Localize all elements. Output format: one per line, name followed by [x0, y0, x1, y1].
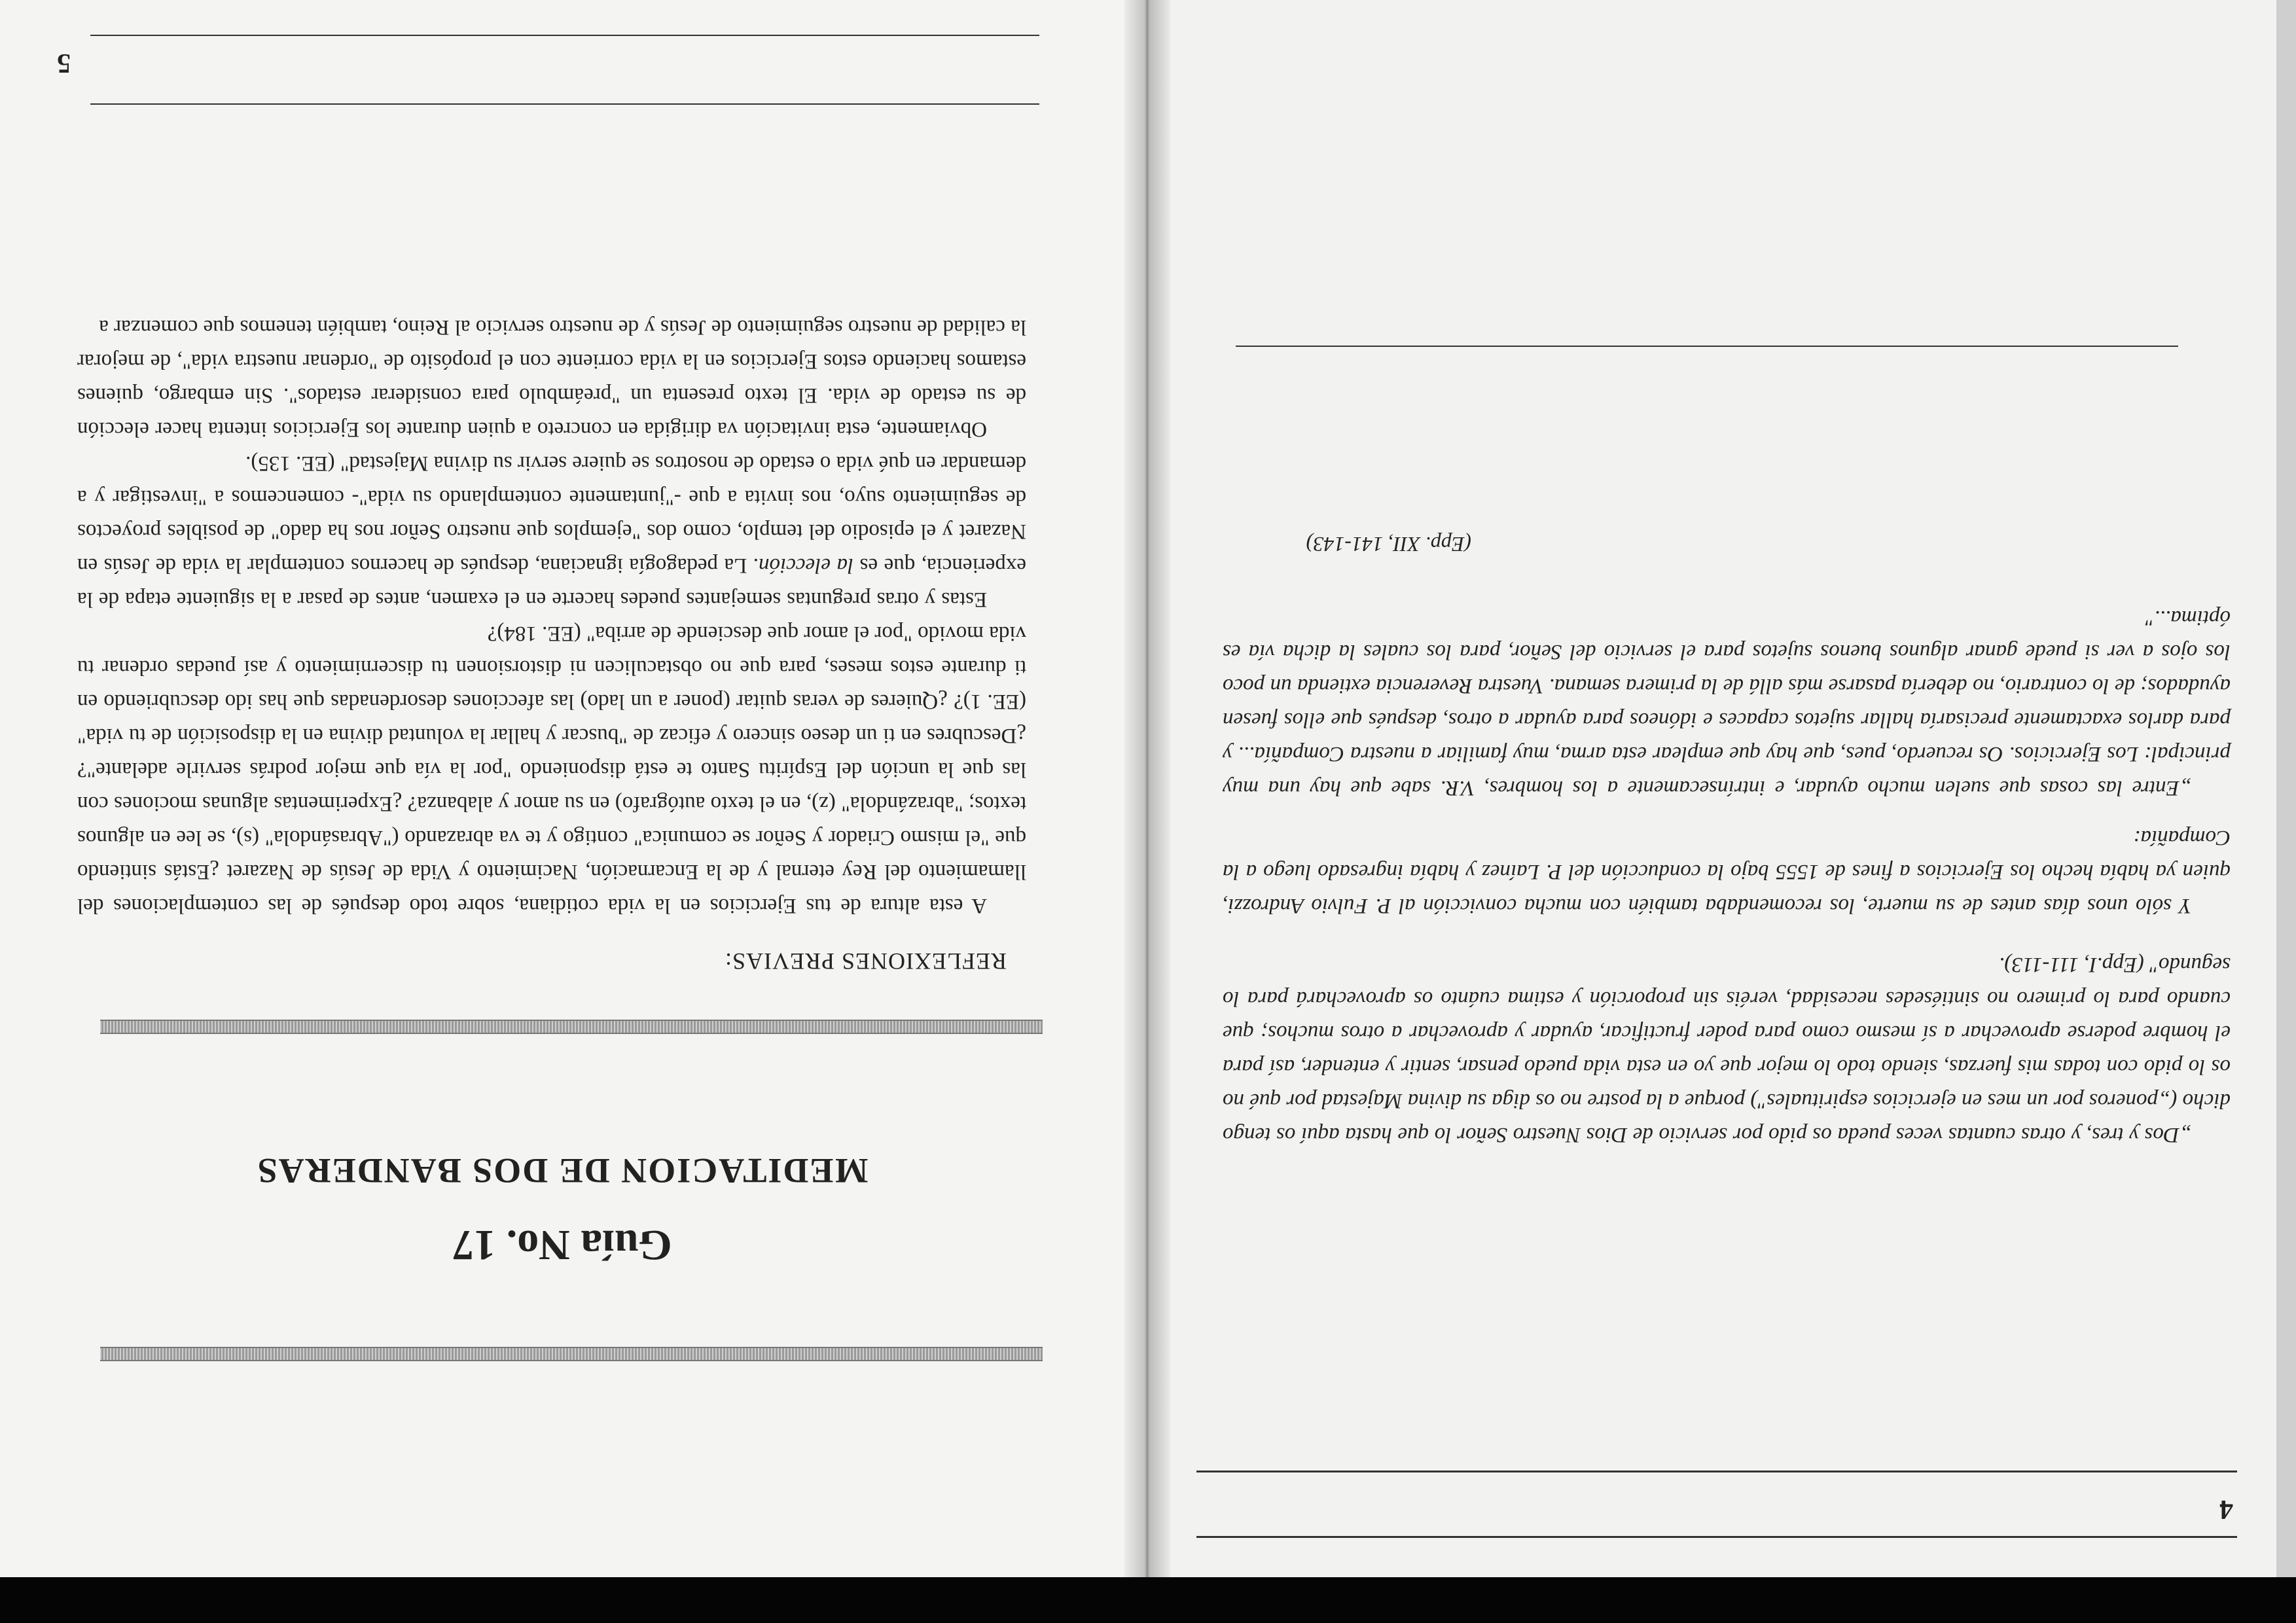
quote-1-text: „Dos y tres, y otras cuantas veces pueda os pido por servicio de Dios Nuestro Señor lo que hasta aquí os tengo dicho („poneros por un mes en ejercicios espirituales") porque a la postre no os diga su divina Majestad por qué no os lo pido con todas mis fuerzas, siendo todo lo mejor que yo en esta vida puedo pensar, sentir y entender, así para el hombre poderse aprovechar a sí mesmo como para poder fructificar, ayudar y aprovechar a otros muchos; que cuando para lo primero no sintiésedes necesidad, veréis sin proporción y estima cuánto os aprovechará para lo segundo" (Epp.I, 111-113). — [1223, 953, 2231, 1147]
scanner-shadow — [0, 1577, 2296, 1623]
intro-text: Y sólo unos días antes de su muerte, los recomendaba también con mucha convicción al P. Fulvio Androzzi, quien ya había hecho los Ejercicios a fines de 1555 bajo la conducción del P. Laínez y había ingresado luego a la Compañía: — [1223, 826, 2231, 918]
paragraph-3: Obviamente, esta invitación va dirigida en concreto a quien durante los Ejercicios intenta hacer elección de su estado de vida. El texto presenta un "preámbulo para considerar estados". Sin embargo, quienes estamos haciendo estos Ejercicios en la vida corriente con el propósito de "ordenar nuestra vida", de mejorar la calidad de nuestro seguimiento de Jesús y de nuestro servicio al Reino, también tenemos que comenzar a — [77, 315, 1026, 441]
header-rule — [1196, 1536, 2237, 1538]
quote-2-text: „Entre las cosas que suelen mucho ayudar, e intrínsecamente a los hombres, V.R. sabe que hay una muy principal: Los Ejercicios. Os recuerdo, pues, que hay que emplear esta arma, muy familiar a nuestra Compañía... y para darlos exactamente precisaría hallar sujetos capaces e idóneos para ayudar a otros, después que ellos fuesen ayudados; de lo contrario, no debería pasarse más allá de la primera semana. Vuestra Reverencia extienda un poco los ojos a ver si puede ganar algunos buenos sujetos para el servicio del Señor, para los cuales la dicha vía es óptima..." — [1223, 606, 2231, 800]
body-text — [77, 310, 1026, 923]
intro-paragraph — [1223, 821, 2231, 923]
paragraph-2-part-b: . La pedagogía ignaciana, después de hacernos contemplar la vida de Jesús en Nazaret y el episodio del templo, como dos "ejemplos que nuestro Señor nos ha dado" de posibles proyectos de seguimiento suyo, nos invita a que -"juntamente contemplando su vida"- comencemos a "investigar y a demandar en qué vida o estado de nosotros se quiere servir su divina Majestad" (EE. 135). — [77, 452, 1026, 577]
paragraph-2-part-a: Estas y otras preguntas semejantes puedes hacerte en el examen, antes de pasar a la siguiente etapa de la experiencia, que es — [77, 554, 1026, 611]
folio-5: 5 — [57, 48, 71, 78]
page-5 — [0, 0, 1124, 1577]
guide-title: Guía No. 17 — [452, 1221, 672, 1269]
footer-rule — [1236, 346, 2178, 347]
guide-subtitle: MEDITACION DE DOS BANDERAS — [256, 1151, 869, 1190]
header-rule-lower — [1196, 1471, 2237, 1472]
book-gutter — [1124, 0, 1170, 1577]
bottom-decorative-band — [100, 1020, 1043, 1034]
section-heading: REFLEXIONES PREVIAS: — [724, 948, 1007, 974]
paragraph-1: A esta altura de tus Ejercicios en la vida cotidiana, sobre todo después de las contemplaciones del llamamiento del Rey eternal y de la Encarnación, Nacimiento y Vida de Jesús de Nazaret ¿Estás sintiendo que "el mismo Criador y Señor se comunica" contigo y te va abrazando ("Abrasándola" (s), se lee en algunos textos; "abrazándola" (z), en el texto autógrafo) en su amor y alabanza? ¿Experimentas algunas mociones con las que la unción del Espíritu Santo te está disponiendo "por la vía que mejor podrás servirle adelante"? ¿Descubres en ti un deseo sincero y eficaz de "buscar y hallar la voluntad divina en la disposición de tu vida" (EE. 1)? ¿Quieres de veras quitar (poner a un lado) las afecciones desordenadas que has ido descubriendo en ti durante estos meses, para que no obstaculicen ni distorsionen tu discernimiento y así puedas ordenar tu vida movido "por el amor que desciende de arriba" (EE. 184)? — [77, 622, 1026, 918]
folio-4: 4 — [2219, 1494, 2233, 1524]
paragraph-2-italic: la elección — [759, 554, 854, 577]
footer-rule-lower — [90, 35, 1039, 36]
page-4 — [1170, 0, 2276, 1577]
quote-2-reference: (Epp. XII, 141-143) — [1306, 533, 1471, 556]
quote-ignatius-2 — [1223, 601, 2231, 805]
paragraph-2 — [77, 446, 1026, 616]
quote-ignatius-1 — [1223, 948, 2231, 1152]
top-decorative-band — [100, 1347, 1043, 1361]
footer-rule — [90, 103, 1039, 105]
